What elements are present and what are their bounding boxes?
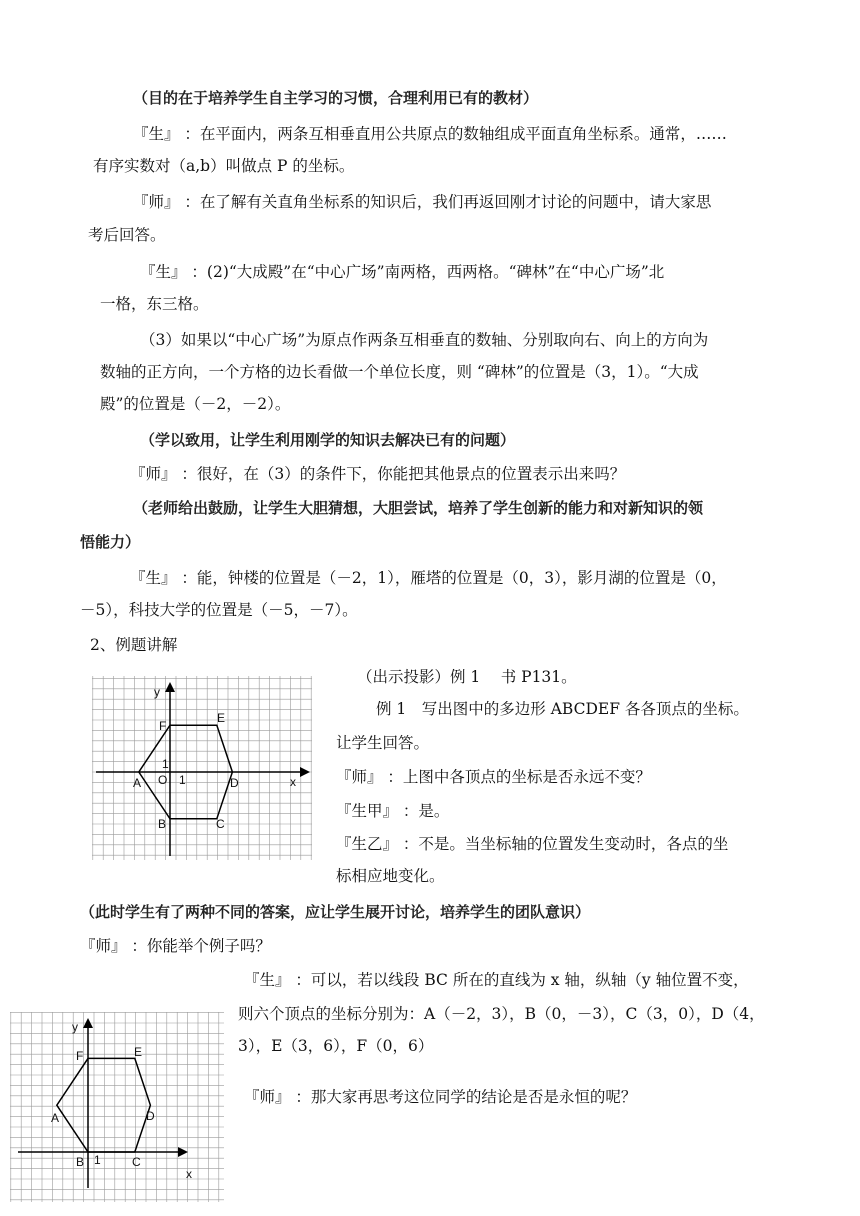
student-line: 『生』 ：(2)“大成殿”在“中心广场”南两格，西两格。“碑林”在“中心广场”北 xyxy=(140,263,665,281)
x-axis-arrow xyxy=(178,1147,188,1157)
text-line: 有序实数对（a,b）叫做点 P 的坐标。 xyxy=(93,157,355,175)
comment-line: （学以致用，让学生利用刚学的知识去解决已有的问题） xyxy=(140,431,516,449)
text-line: 数轴的正方向，一个方格的边长看做一个单位长度，则 “碑林”的位置是（3，1）。“大成 xyxy=(100,363,699,381)
vertex-label-a: A xyxy=(51,1111,60,1125)
student-line: 『生乙』 ：不是。当坐标轴的位置发生变动时，各点的坐 xyxy=(336,835,729,853)
x-axis-label: x xyxy=(186,1167,192,1181)
vertex-label-c: C xyxy=(216,817,225,831)
y-axis-label: y xyxy=(154,685,160,699)
text-line: 一格，东三格。 xyxy=(100,295,209,313)
coordinate-figure-1 xyxy=(92,676,312,860)
text-line: －5），科技大学的位置是（－5，－7）。 xyxy=(80,601,358,619)
section-heading: 2、例题讲解 xyxy=(90,636,178,654)
unit-x-label: 1 xyxy=(179,773,186,787)
grid xyxy=(92,676,312,860)
text-line: 考后回答。 xyxy=(88,226,166,244)
vertex-label-f: F xyxy=(76,1049,84,1063)
x-axis-arrow xyxy=(300,767,310,777)
teacher-line: 『师』 ：上图中各顶点的坐标是否永远不变？ xyxy=(336,768,651,786)
comment-line: （此时学生有了两种不同的答案，应让学生展开讨论，培养学生的团队意识） xyxy=(80,903,591,921)
vertex-label-d: D xyxy=(230,776,239,790)
text-line: 让学生回答。 xyxy=(336,734,430,752)
comment-line: （目的在于培养学生自主学习的习惯，合理利用已有的教材） xyxy=(133,89,539,107)
vertex-label-b: B xyxy=(158,817,167,831)
text-line: 则六个顶点的坐标分别为：A（－2，3），B（0，－3），C（3，0），D（4， xyxy=(238,1005,765,1023)
text-line: （3）如果以“中心广场”为原点作两条互相垂直的数轴、分别取向右、向上的方向为 xyxy=(140,331,709,349)
vertex-label-e: E xyxy=(217,711,226,725)
vertex-label-d: D xyxy=(146,1109,155,1123)
teacher-line: 『师』 ：很好，在（3）的条件下，你能把其他景点的位置表示出来吗？ xyxy=(130,465,626,483)
y-axis-arrow xyxy=(165,682,175,692)
vertex-label-c: C xyxy=(132,1155,141,1169)
origin-label: O xyxy=(158,773,168,787)
comment-line: 悟能力） xyxy=(80,533,141,551)
teacher-line: 『师』 ：那大家再思考这位同学的结论是否是永恒的呢？ xyxy=(244,1088,637,1106)
unit-x-label: 1 xyxy=(94,1153,101,1167)
student-line: 『生』 ：能，钟楼的位置是（－2，1），雁塔的位置是（0，3），影月湖的位置是（0， xyxy=(130,569,727,587)
student-line: 『生甲』 ：是。 xyxy=(336,802,450,820)
unit-y-label: 1 xyxy=(162,757,169,771)
teacher-line: 『师』 ：在了解有关直角坐标系的知识后，我们再返回刚才讨论的问题中，请大家思 xyxy=(133,193,712,211)
coordinate-figure-2 xyxy=(10,1012,224,1202)
student-line: 『生』 ：可以，若以线段 BC 所在的直线为 x 轴，纵轴（y 轴位置不变， xyxy=(244,971,749,989)
text-line: 3），E（3，6），F（0，6） xyxy=(238,1037,434,1055)
comment-line: （老师给出鼓励，让学生大胆猜想，大胆尝试，培养了学生创新的能力和对新知识的领 xyxy=(133,499,704,517)
teacher-line: 『师』 ：你能举个例子吗？ xyxy=(80,937,271,955)
vertex-label-b: B xyxy=(76,1155,85,1169)
student-line: 『生』 ：在平面内，两条互相垂直用公共原点的数轴组成平面直角坐标系。通常，…… xyxy=(133,125,727,143)
text-line: 标相应地变化。 xyxy=(336,867,445,885)
example-line: 例 1 写出图中的多边形 ABCDEF 各各顶点的坐标。 xyxy=(376,700,749,718)
vertex-label-e: E xyxy=(134,1045,143,1059)
vertex-label-a: A xyxy=(133,776,142,790)
x-axis-label: x xyxy=(290,775,296,789)
vertex-label-f: F xyxy=(159,719,167,733)
text-line: （出示投影）例 1 书 P131。 xyxy=(357,668,577,686)
text-line: 殿”的位置是（－2，－2）。 xyxy=(100,395,291,413)
y-axis-label: y xyxy=(72,1020,78,1034)
polygon-abcdef xyxy=(57,1058,151,1152)
